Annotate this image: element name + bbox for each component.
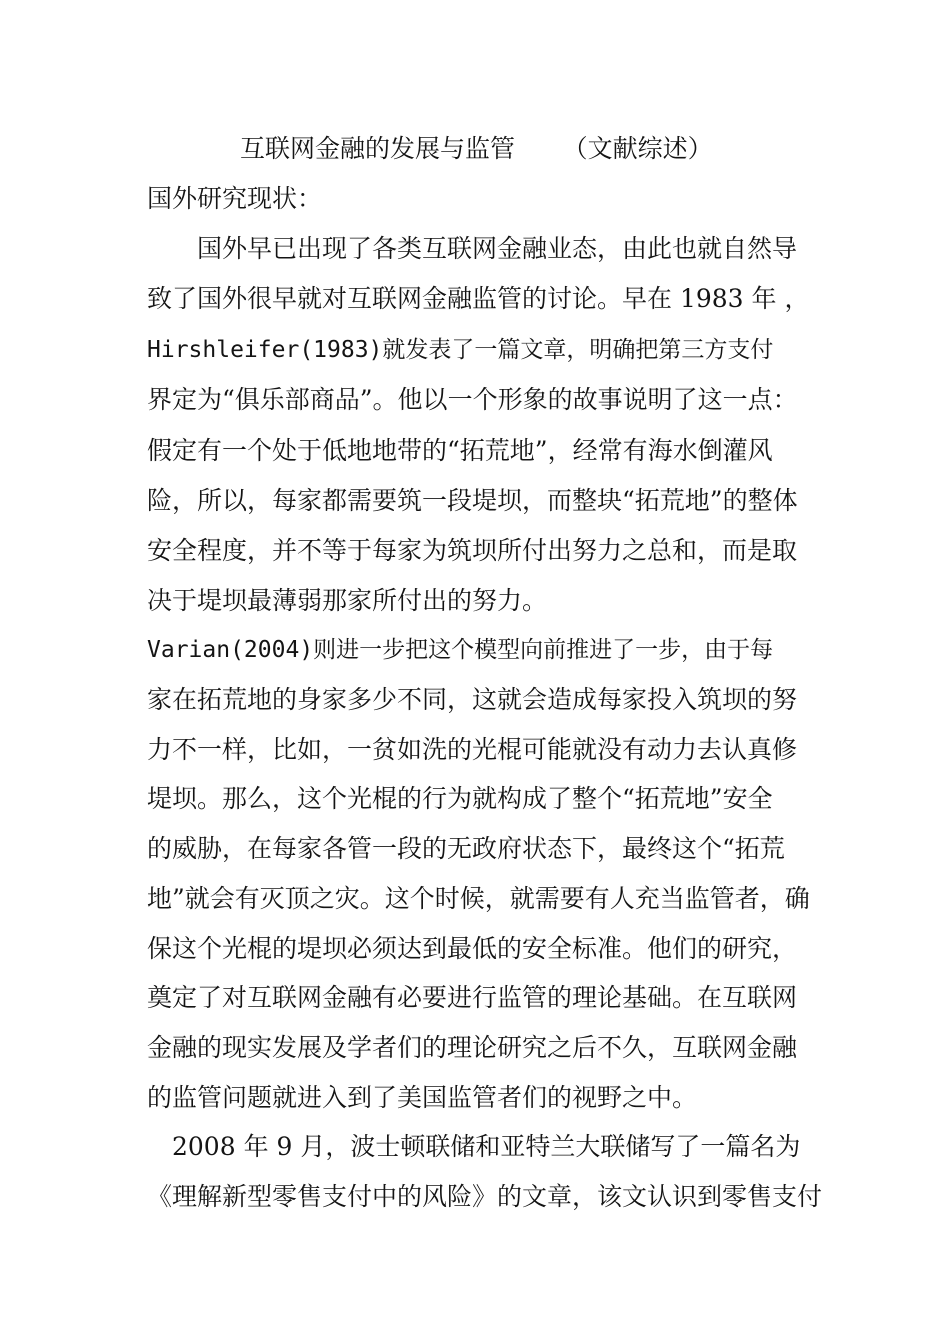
paragraph-line: 国外早已出现了各类互联网金融业态，由此也就自然导	[197, 234, 798, 263]
paragraph-line: Varian(2004)则进一步把这个模型向前推进了一步，由于每	[147, 637, 774, 663]
paragraph-line: Hirshleifer(1983)就发表了一篇文章，明确把第三方支付	[147, 337, 774, 363]
paragraph-line: 的监管问题就进入到了美国监管者们的视野之中。	[147, 1083, 698, 1112]
paragraph-line: 致了国外很早就对互联网金融监管的讨论。早在 1983 年 ，	[147, 284, 810, 313]
paragraph-line: 保这个光棍的堤坝必须达到最低的安全标准。他们的研究，	[147, 934, 798, 963]
paragraph-line: 假定有一个处于低地地带的“拓荒地”，经常有海水倒灌风	[147, 436, 773, 465]
paragraph-line: 奠定了对互联网金融有必要进行监管的理论基础。在互联网	[147, 983, 798, 1012]
paragraph-line: 力不一样，比如，一贫如洗的光棍可能就没有动力去认真修	[147, 735, 798, 764]
paragraph-line: 安全程度，并不等于每家为筑坝所付出努力之总和，而是取	[147, 536, 798, 565]
paragraph-line: 堤坝。那么，这个光棍的行为就构成了整个“拓荒地”安全	[147, 784, 773, 813]
paragraph-line: 的威胁，在每家各管一段的无政府状态下，最终这个“拓荒	[147, 834, 785, 863]
document-title: 互联网金融的发展与监管 （文献综述）	[240, 134, 713, 163]
paragraph-line: 界定为“俱乐部商品”。他以一个形象的故事说明了这一点：	[147, 385, 798, 414]
paragraph-line: 决于堤坝最薄弱那家所付出的努力。	[147, 586, 548, 615]
paragraph-line: 《理解新型零售支付中的风险》的文章，该文认识到零售支付	[147, 1182, 823, 1211]
paragraph-line: 2008 年 9 月，波士顿联储和亚特兰大联储写了一篇名为	[172, 1132, 801, 1161]
paragraph-line: 金融的现实发展及学者们的理论研究之后不久，互联网金融	[147, 1033, 798, 1062]
paragraph-line: 地”就会有灭顶之灾。这个时候，就需要有人充当监管者，确	[147, 884, 810, 913]
section-heading: 国外研究现状：	[147, 184, 323, 213]
paragraph-line: 家在拓荒地的身家多少不同，这就会造成每家投入筑坝的努	[147, 685, 798, 714]
paragraph-line: 险，所以，每家都需要筑一段堤坝，而整块“拓荒地”的整体	[147, 486, 798, 515]
